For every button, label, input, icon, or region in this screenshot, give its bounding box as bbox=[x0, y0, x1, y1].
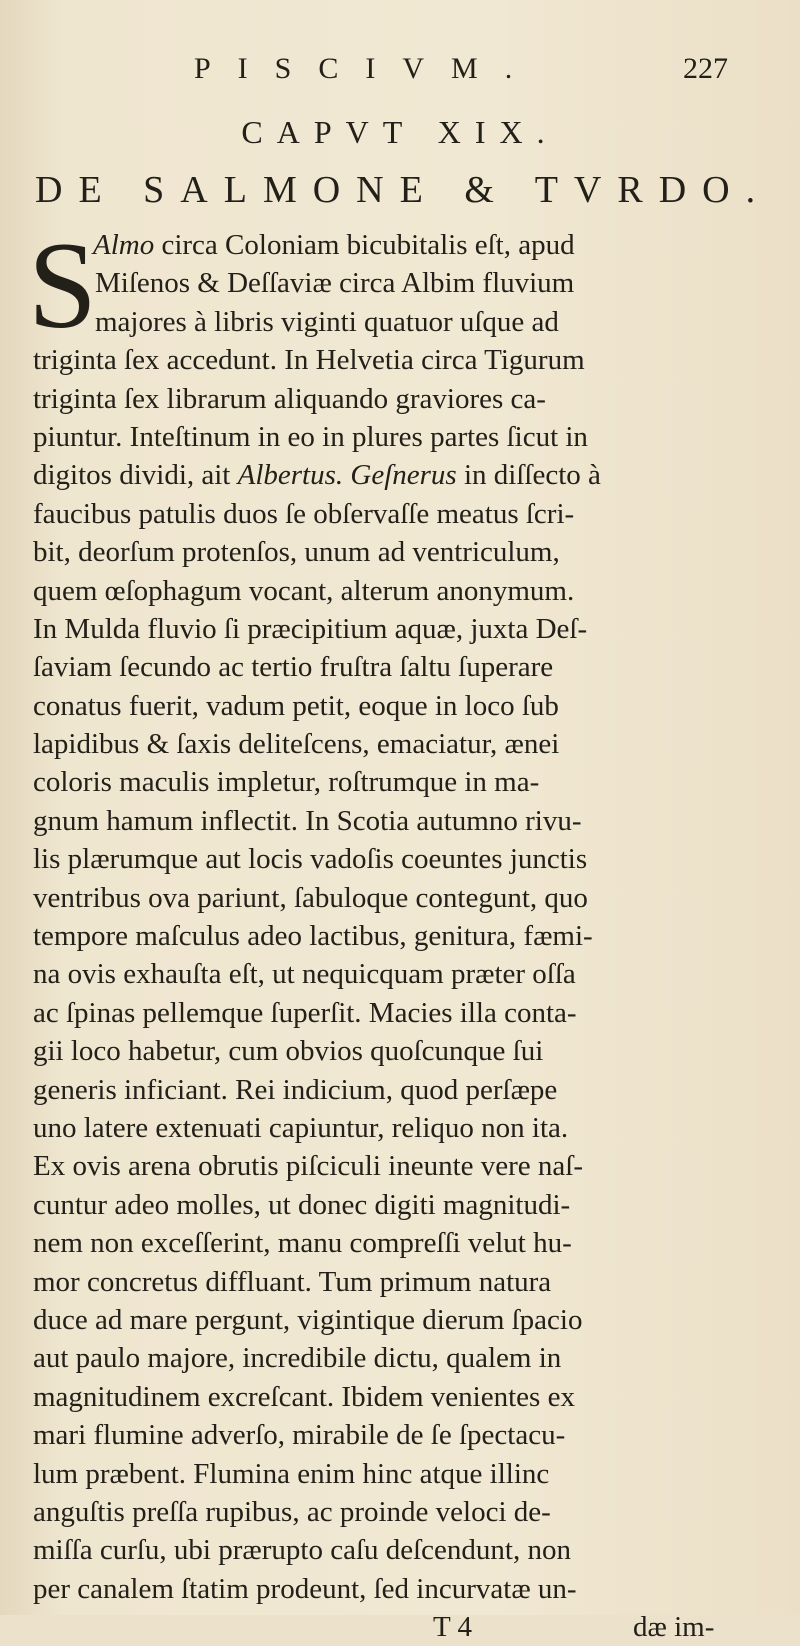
chapter-heading: CAPVT XIX. bbox=[241, 114, 559, 150]
text-line bbox=[33, 687, 733, 725]
text-line bbox=[33, 1224, 733, 1262]
text-line-roman: lapidibus & ſaxis deliteſcens, emaciatur, ænei bbox=[33, 728, 560, 761]
text-line bbox=[33, 1531, 733, 1569]
text-line-roman: miſſa curſu, ubi prærupto caſu deſcendunt, non bbox=[33, 1534, 571, 1567]
text-line bbox=[33, 1339, 733, 1377]
text-line-roman: duce ad mare pergunt, vigintique dierum ſpacio bbox=[33, 1303, 583, 1336]
page-number: 227 bbox=[683, 52, 728, 85]
text-line-roman: magnitudinem excreſcant. Ibidem venientes ex bbox=[33, 1380, 575, 1413]
running-title: PISCIVM. bbox=[194, 52, 540, 85]
text-line-roman: mari flumine adverſo, mirabile de ſe ſpectacu- bbox=[33, 1419, 566, 1452]
text-line-roman: conatus fuerit, vadum petit, eoque in loco ſub bbox=[33, 689, 559, 722]
text-line-roman: lum præbent. Flumina enim hinc atque illinc bbox=[33, 1457, 550, 1490]
text-line bbox=[33, 572, 733, 610]
text-line bbox=[33, 1570, 733, 1608]
text-line bbox=[33, 1147, 733, 1185]
catchword: dæ im- bbox=[633, 1611, 715, 1644]
text-line bbox=[33, 648, 733, 686]
text-line-roman: ventribus ova pariunt, ſabuloque contegunt, quo bbox=[33, 881, 588, 914]
text-line-roman: aut paulo majore, incredibile dictu, qualem in bbox=[33, 1342, 562, 1375]
text-line bbox=[33, 840, 733, 878]
text-line-roman: piuntur. Inteſtinum in eo in plures partes ſicut in bbox=[33, 420, 588, 453]
text-line-roman: tempore maſculus adeo lactibus, genitura, fæmi- bbox=[33, 920, 593, 953]
text-line bbox=[33, 533, 733, 571]
text-line-roman: coloris maculis impletur, roſtrumque in ma- bbox=[33, 766, 540, 799]
text-line bbox=[33, 917, 733, 955]
text-line bbox=[33, 380, 733, 418]
text-line bbox=[33, 994, 733, 1032]
text-line bbox=[33, 1186, 733, 1224]
text-line bbox=[33, 763, 733, 801]
text-line-roman: quem œſophagum vocant, alterum anonymum. bbox=[33, 574, 575, 607]
text-line bbox=[33, 879, 733, 917]
text-line bbox=[33, 1032, 733, 1070]
text-line-roman: per canalem ſtatim prodeunt, ſed incurvatæ un- bbox=[33, 1572, 577, 1605]
text-line bbox=[33, 1493, 733, 1531]
text-line-roman: mor concretus diffluant. Tum primum natura bbox=[33, 1265, 552, 1298]
text-line bbox=[33, 1263, 733, 1301]
text-line-roman: ſaviam ſecundo ac tertio fruſtra ſaltu ſuperare bbox=[33, 651, 554, 684]
text-line-roman: Ex ovis arena obrutis piſciculi ineunte vere naſ- bbox=[33, 1150, 584, 1183]
text-line-roman: na ovis exhauſta eſt, ut nequicquam præter oſſa bbox=[33, 958, 576, 991]
text-line bbox=[33, 1301, 733, 1339]
text-line-roman: digitos dividi, ait bbox=[33, 459, 238, 492]
text-line bbox=[33, 1416, 733, 1454]
text-line bbox=[33, 264, 733, 302]
text-line-roman: triginta ſex librarum aliquando graviores ca- bbox=[33, 382, 546, 415]
drop-capital: S bbox=[28, 217, 97, 354]
text-line-roman: lis plærumque aut locis vadoſis coeuntes junctis bbox=[33, 843, 588, 876]
text-line-roman: Miſenos & Deſſaviæ circa Albim fluvium bbox=[95, 267, 575, 300]
text-line-roman: cuntur adeo molles, ut donec digiti magnitudi- bbox=[33, 1188, 571, 1221]
footer-line bbox=[33, 1608, 733, 1646]
text-line bbox=[33, 1109, 733, 1147]
text-line bbox=[33, 341, 733, 379]
text-line bbox=[33, 1071, 733, 1109]
text-line bbox=[33, 610, 733, 648]
text-line bbox=[33, 418, 733, 456]
text-line bbox=[33, 226, 733, 264]
text-line-roman: nem non exceſſerint, manu compreſſi velut hu- bbox=[33, 1227, 572, 1260]
text-line-roman: circa Coloniam bicubitalis eſt, apud bbox=[154, 229, 575, 261]
signature-mark: T 4 bbox=[433, 1611, 472, 1644]
section-title: DE SALMONE & TVRDO. bbox=[35, 169, 772, 211]
text-line-italic: Albertus. Geſnerus bbox=[237, 459, 457, 492]
text-line-roman: gii loco habetur, cum obvios quoſcunque ſui bbox=[33, 1035, 544, 1068]
text-line-roman: anguſtis preſſa rupibus, ac proinde veloci de- bbox=[33, 1495, 551, 1528]
text-line-roman: majores à libris viginti quatuor uſque ad bbox=[95, 305, 559, 338]
text-line-roman: gnum hamum inflectit. In Scotia autumno rivu- bbox=[33, 804, 582, 837]
text-line-roman: In Mulda fluvio ſi præcipitium aquæ, juxta Deſ- bbox=[33, 612, 588, 645]
text-line-roman: in diſſecto à bbox=[456, 459, 601, 492]
text-line bbox=[33, 1378, 733, 1416]
text-line bbox=[33, 456, 733, 494]
text-line bbox=[33, 725, 733, 763]
text-line bbox=[33, 955, 733, 993]
text-line-roman: generis inficiant. Rei indicium, quod perſæpe bbox=[33, 1073, 558, 1106]
text-line-roman: bit, deorſum protenſos, unum ad ventriculum, bbox=[33, 536, 560, 569]
text-line-roman: ac ſpinas pellemque ſuperſit. Macies illa conta- bbox=[33, 996, 577, 1029]
text-line bbox=[33, 495, 733, 533]
text-line bbox=[33, 1455, 733, 1493]
text-line-italic: Almo bbox=[93, 229, 155, 261]
running-head bbox=[0, 52, 800, 92]
text-line bbox=[33, 303, 733, 341]
text-line-roman: faucibus patulis duos ſe obſervaſſe meatus ſcri- bbox=[33, 497, 575, 530]
text-line-roman: uno latere extenuati capiuntur, reliquo non ita. bbox=[33, 1111, 569, 1144]
text-line bbox=[33, 802, 733, 840]
body-text bbox=[33, 226, 733, 1646]
text-line-roman: triginta ſex accedunt. In Helvetia circa Tigurum bbox=[33, 344, 585, 377]
